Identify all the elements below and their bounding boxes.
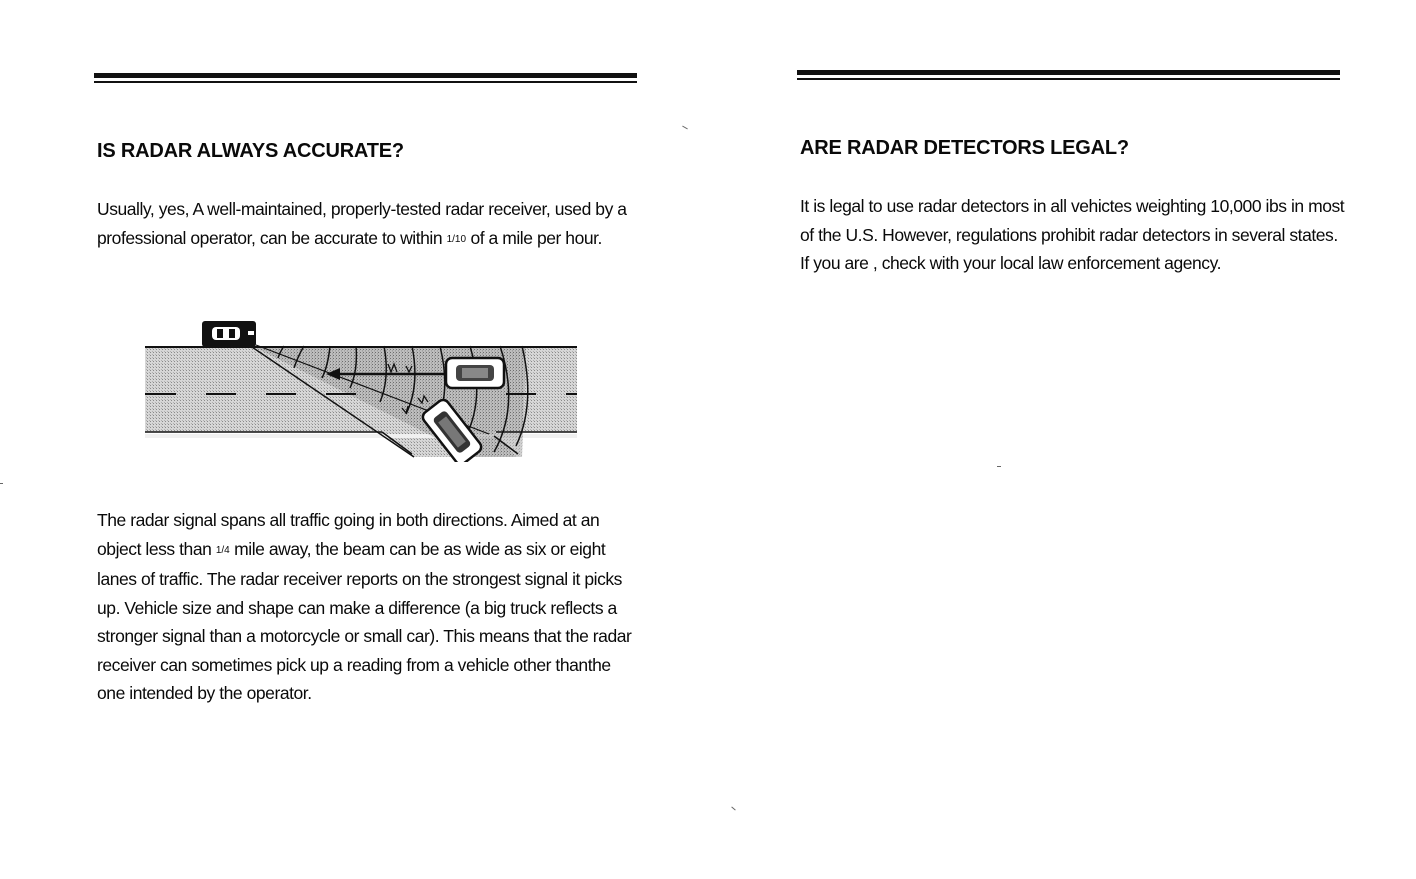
heading-radar-accuracy: IS RADAR ALWAYS ACCURATE?: [97, 140, 404, 162]
scan-speck: [0, 483, 3, 484]
heading-detectors-legal: ARE RADAR DETECTORS LEGAL?: [800, 137, 1129, 159]
scan-speck: [682, 126, 688, 130]
fraction-quarter: 1/4: [215, 544, 230, 556]
accuracy-text-before: Usually, yes, A well-maintained, properly-tested radar receiver, used by a professional operator, can be accurate to within: [97, 199, 627, 248]
radar-beam-diagram: [144, 316, 580, 462]
top-rule-thin: [797, 78, 1340, 80]
oncoming-car-icon: [446, 358, 504, 388]
scan-speck: [731, 807, 735, 811]
signal-text-after: mile away, the beam can be as wide as six or eight lanes of traffic. The radar receiver reports on the strongest signal it picks up. Vehicle size and shape can make a difference (a big truck reflects a stronger signal than a motorcycle or small car). This means that the radar receiver can sometimes pick up a reading from a vehicle other thanthe one intended by the operator.: [97, 538, 632, 703]
paragraph-accuracy: [97, 195, 637, 254]
top-rule-thin: [94, 81, 637, 83]
police-car-icon: [202, 321, 256, 347]
paragraph-legality: It is legal to use radar detectors in all vehictes weighting 10,000 ibs in most of the U.S. However, regulations prohibit radar detectors in several states. If you are , check with your local law enforcement agency.: [800, 196, 1345, 273]
fraction-tenth: 1/10: [446, 233, 467, 245]
accuracy-text-after: of a mile per hour.: [466, 227, 602, 248]
paragraph-signal-span: [97, 506, 642, 708]
scan-speck: [997, 466, 1001, 467]
top-rule-thick: [797, 70, 1340, 75]
signal-text-before: The radar signal spans all traffic going in both directions. Aimed at an object less than: [97, 510, 600, 559]
top-rule-thick: [94, 73, 637, 78]
